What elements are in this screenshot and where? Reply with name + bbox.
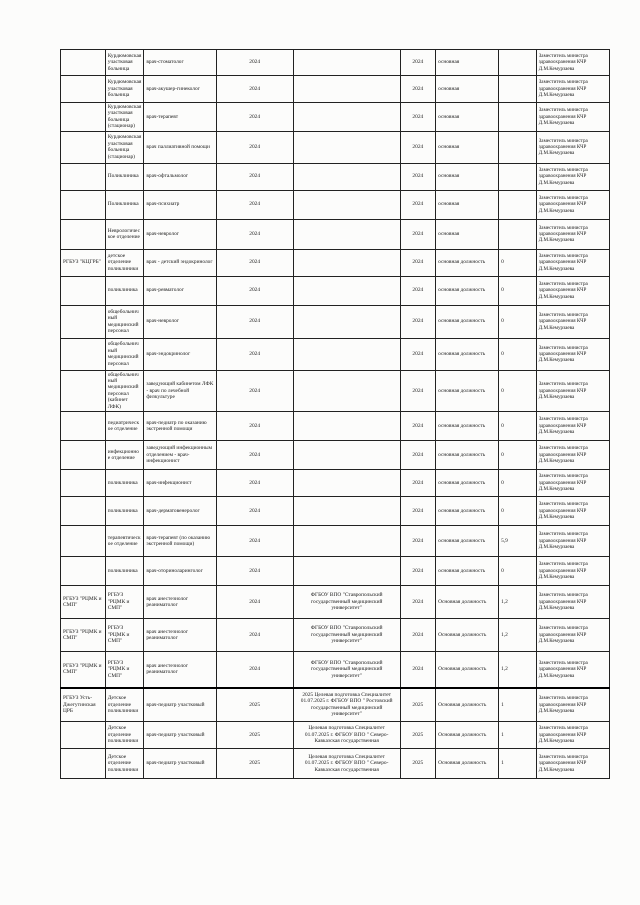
org-cell bbox=[61, 412, 106, 441]
position-type-cell: основная должность bbox=[436, 557, 499, 586]
specialty-cell: врач-ревматолог bbox=[144, 276, 216, 305]
subdivision-cell: инфекционное отделение bbox=[105, 441, 144, 470]
position-type-cell: Основная должность bbox=[436, 688, 499, 722]
year-end-cell: 2024 bbox=[400, 586, 436, 619]
org-cell bbox=[61, 441, 106, 470]
subdivision-cell: РГБУЗ "РЦМК и СМП" bbox=[105, 619, 144, 652]
table-row bbox=[61, 131, 610, 163]
subdivision-cell: детское отделение поликлиники bbox=[105, 249, 144, 276]
year-end-cell: 2024 bbox=[400, 76, 436, 103]
education-cell bbox=[293, 131, 400, 163]
position-type-cell: Основная должность bbox=[436, 722, 499, 749]
subdivision-cell: поликлиника bbox=[105, 470, 144, 497]
year-start-cell: 2024 bbox=[216, 50, 293, 76]
org-cell bbox=[61, 76, 106, 103]
rate-cell bbox=[499, 163, 537, 190]
education-cell: 2025 Целевая подготовка Специалитет 01.07.2025 г. ФГБОУ ВПО " Ростовский государственный медицинский университет" bbox=[293, 688, 400, 722]
rate-cell: 0 bbox=[499, 249, 537, 276]
year-start-cell: 2024 bbox=[216, 163, 293, 190]
year-end-cell: 2025 bbox=[400, 688, 436, 722]
year-start-cell: 2024 bbox=[216, 412, 293, 441]
education-cell bbox=[293, 557, 400, 586]
education-cell bbox=[293, 249, 400, 276]
rate-cell: 5,9 bbox=[499, 526, 537, 557]
org-cell bbox=[61, 305, 106, 338]
education-cell bbox=[293, 497, 400, 526]
position-type-cell: основная должность bbox=[436, 249, 499, 276]
position-type-cell: основная должность bbox=[436, 305, 499, 338]
year-end-cell: 2024 bbox=[400, 131, 436, 163]
org-cell: РГБУЗ "КЦГРБ" bbox=[61, 249, 106, 276]
approver-cell: Заместитель министра здравоохранения КЧР Д.М.Кемурзаева bbox=[536, 722, 609, 749]
table-row bbox=[61, 276, 610, 305]
specialty-cell: врач-педиатр участковый bbox=[144, 749, 216, 779]
year-end-cell: 2024 bbox=[400, 249, 436, 276]
subdivision-cell: поликлиника bbox=[105, 276, 144, 305]
position-type-cell: основная должность bbox=[436, 441, 499, 470]
year-end-cell: 2024 bbox=[400, 370, 436, 411]
specialty-cell: врач-педиатр участковый bbox=[144, 722, 216, 749]
subdivision-cell: Поликлиника bbox=[105, 190, 144, 219]
table-row bbox=[61, 50, 610, 76]
table-row bbox=[61, 163, 610, 190]
position-type-cell: Основная должность bbox=[436, 586, 499, 619]
rate-cell: 0 bbox=[499, 441, 537, 470]
rate-cell: 1,2 bbox=[499, 586, 537, 619]
rate-cell: 0 bbox=[499, 276, 537, 305]
year-end-cell: 2024 bbox=[400, 412, 436, 441]
table-row bbox=[61, 652, 610, 688]
education-cell bbox=[293, 412, 400, 441]
specialty-cell: врач-акушер-гинеколог bbox=[144, 76, 216, 103]
education-cell bbox=[293, 276, 400, 305]
year-end-cell: 2024 bbox=[400, 190, 436, 219]
table-row bbox=[61, 470, 610, 497]
approver-cell: Заместитель министра здравоохранения КЧР Д.М.Кемурзаева bbox=[536, 412, 609, 441]
approver-cell: Заместитель министра здравоохранения КЧР Д.М.Кемурзаева bbox=[536, 526, 609, 557]
approver-cell: Заместитель министра здравоохранения КЧР Д.М.Кемурзаева bbox=[536, 652, 609, 688]
position-type-cell: Основная должность bbox=[436, 652, 499, 688]
year-start-cell: 2024 bbox=[216, 219, 293, 249]
position-type-cell: основная должность bbox=[436, 412, 499, 441]
specialty-cell: врач-психиатр bbox=[144, 190, 216, 219]
approver-cell: Заместитель министра здравоохранения КЧР Д.М.Кемурзаева bbox=[536, 190, 609, 219]
table-row bbox=[61, 749, 610, 779]
education-cell: Целевая подготовка Специалитет 01.07.2025 г. ФГБОУ ВПО " Северо-Кавказская государственная bbox=[293, 749, 400, 779]
subdivision-cell: Детское отделение поликлиники bbox=[105, 749, 144, 779]
education-cell bbox=[293, 190, 400, 219]
org-cell bbox=[61, 526, 106, 557]
specialty-cell: врач анестезиолог реаниматолог bbox=[144, 652, 216, 688]
position-type-cell: основная bbox=[436, 50, 499, 76]
specialty-cell: врач-терапевт bbox=[144, 103, 216, 132]
education-cell bbox=[293, 305, 400, 338]
approver-cell: Заместитель министра здравоохранения КЧР Д.М.Кемурзаева bbox=[536, 470, 609, 497]
year-start-cell: 2024 bbox=[216, 276, 293, 305]
specialty-cell: врач-эндокринолог bbox=[144, 338, 216, 370]
table-row bbox=[61, 412, 610, 441]
table-row bbox=[61, 338, 610, 370]
rate-cell: 0 bbox=[499, 412, 537, 441]
specialty-cell: заведующий кабинетом ЛФК - врач по лечебной физкультуре bbox=[144, 370, 216, 411]
org-cell bbox=[61, 50, 106, 76]
approver-cell: Заместитель министра здравоохранения КЧР Д.М.Кемурзаева bbox=[536, 305, 609, 338]
year-start-cell: 2024 bbox=[216, 131, 293, 163]
subdivision-cell: педиатрическое отделение bbox=[105, 412, 144, 441]
education-cell bbox=[293, 163, 400, 190]
org-cell: РГБУЗ "РЦМК и СМП" bbox=[61, 652, 106, 688]
year-end-cell: 2024 bbox=[400, 338, 436, 370]
rate-cell bbox=[499, 50, 537, 76]
table-row bbox=[61, 497, 610, 526]
subdivision-cell: РГБУЗ "РЦМК и СМП" bbox=[105, 652, 144, 688]
approver-cell: Заместитель министра здравоохранения КЧР Д.М.Кемурзаева bbox=[536, 76, 609, 103]
org-cell bbox=[61, 370, 106, 411]
position-type-cell: основная bbox=[436, 219, 499, 249]
rate-cell: 1 bbox=[499, 722, 537, 749]
specialty-cell: врач анестезиолог реаниматолог bbox=[144, 586, 216, 619]
subdivision-cell: общебольничный медицинский персонал bbox=[105, 305, 144, 338]
year-start-cell: 2025 bbox=[216, 722, 293, 749]
specialty-cell: врач-стоматолог bbox=[144, 50, 216, 76]
rate-cell: 0 bbox=[499, 497, 537, 526]
year-start-cell: 2024 bbox=[216, 190, 293, 219]
specialty-cell: врач-педиатр по оказанию экстренной помощи bbox=[144, 412, 216, 441]
org-cell bbox=[61, 103, 106, 132]
approver-cell: Заместитель министра здравоохранения КЧР Д.М.Кемурзаева bbox=[536, 586, 609, 619]
approver-cell: Заместитель министра здравоохранения КЧР Д.М.Кемурзаева bbox=[536, 219, 609, 249]
vacancy-table bbox=[60, 49, 610, 779]
position-type-cell: основная bbox=[436, 76, 499, 103]
rate-cell bbox=[499, 103, 537, 132]
specialty-cell: врач-офтальмолог bbox=[144, 163, 216, 190]
org-cell: РГБУЗ "РЦМК и СМП" bbox=[61, 619, 106, 652]
position-type-cell: основная bbox=[436, 190, 499, 219]
position-type-cell: основная bbox=[436, 131, 499, 163]
position-type-cell: основная должность bbox=[436, 370, 499, 411]
subdivision-cell: Курдюмовская участковая больница (стационар) bbox=[105, 103, 144, 132]
position-type-cell: основная должность bbox=[436, 470, 499, 497]
year-start-cell: 2024 bbox=[216, 586, 293, 619]
org-cell bbox=[61, 749, 106, 779]
table-row bbox=[61, 370, 610, 411]
education-cell bbox=[293, 526, 400, 557]
org-cell: РГБУЗ Усть-Джегутинская ЦРБ bbox=[61, 688, 106, 722]
rate-cell bbox=[499, 76, 537, 103]
specialty-cell: врач-педиатр участковый bbox=[144, 688, 216, 722]
org-cell bbox=[61, 470, 106, 497]
approver-cell: Заместитель министра здравоохранения КЧР Д.М.Кемурзаева bbox=[536, 131, 609, 163]
org-cell bbox=[61, 131, 106, 163]
year-start-cell: 2024 bbox=[216, 103, 293, 132]
year-start-cell: 2024 bbox=[216, 526, 293, 557]
approver-cell: Заместитель министра здравоохранения КЧР Д.М.Кемурзаева bbox=[536, 338, 609, 370]
approver-cell: Заместитель министра здравоохранения КЧР Д.М.Кемурзаева bbox=[536, 688, 609, 722]
rate-cell: 1,2 bbox=[499, 619, 537, 652]
year-start-cell: 2024 bbox=[216, 370, 293, 411]
year-end-cell: 2024 bbox=[400, 619, 436, 652]
approver-cell: Заместитель министра здравоохранения КЧР Д.М.Кемурзаева bbox=[536, 276, 609, 305]
specialty-cell: заведующий инфекционным отделением - врач-инфекционист bbox=[144, 441, 216, 470]
education-cell: ФГБОУ ВПО "Ставропольский государственный медицинский университет" bbox=[293, 586, 400, 619]
year-end-cell: 2025 bbox=[400, 749, 436, 779]
subdivision-cell: Поликлиника bbox=[105, 163, 144, 190]
year-end-cell: 2025 bbox=[400, 722, 436, 749]
education-cell: ФГБОУ ВПО "Ставропольский государственный медицинский университет" bbox=[293, 652, 400, 688]
education-cell bbox=[293, 103, 400, 132]
subdivision-cell: общебольничный медицинский персонал bbox=[105, 338, 144, 370]
approver-cell: Заместитель министра здравоохранения КЧР Д.М.Кемурзаева bbox=[536, 557, 609, 586]
approver-cell: Заместитель министра здравоохранения КЧР Д.М.Кемурзаева bbox=[536, 441, 609, 470]
year-end-cell: 2024 bbox=[400, 50, 436, 76]
year-start-cell: 2024 bbox=[216, 441, 293, 470]
subdivision-cell: Курдюмовская участковая больница bbox=[105, 76, 144, 103]
approver-cell: Заместитель министра здравоохранения КЧР Д.М.Кемурзаева bbox=[536, 50, 609, 76]
specialty-cell: врач-инфекционист bbox=[144, 470, 216, 497]
table-row bbox=[61, 103, 610, 132]
rate-cell: 0 bbox=[499, 305, 537, 338]
position-type-cell: основная должность bbox=[436, 338, 499, 370]
year-start-cell: 2024 bbox=[216, 76, 293, 103]
table-row bbox=[61, 219, 610, 249]
specialty-cell: врач - детский эндокринолог bbox=[144, 249, 216, 276]
rate-cell bbox=[499, 131, 537, 163]
approver-cell: Заместитель министра здравоохранения КЧР Д.М.Кемурзаева bbox=[536, 163, 609, 190]
approver-cell: Заместитель министра здравоохранения КЧР Д.М.Кемурзаева bbox=[536, 749, 609, 779]
org-cell bbox=[61, 219, 106, 249]
year-start-cell: 2024 bbox=[216, 497, 293, 526]
position-type-cell: основная bbox=[436, 163, 499, 190]
year-start-cell: 2024 bbox=[216, 619, 293, 652]
subdivision-cell: поликлиника bbox=[105, 497, 144, 526]
year-start-cell: 2024 bbox=[216, 652, 293, 688]
table-row bbox=[61, 722, 610, 749]
specialty-cell: врач-оториноларинголог bbox=[144, 557, 216, 586]
year-end-cell: 2024 bbox=[400, 305, 436, 338]
rate-cell: 0 bbox=[499, 557, 537, 586]
year-end-cell: 2024 bbox=[400, 497, 436, 526]
table-row bbox=[61, 76, 610, 103]
table-row bbox=[61, 586, 610, 619]
year-start-cell: 2024 bbox=[216, 470, 293, 497]
subdivision-cell: Неврологическое отделение bbox=[105, 219, 144, 249]
org-cell bbox=[61, 497, 106, 526]
org-cell bbox=[61, 338, 106, 370]
table-row bbox=[61, 305, 610, 338]
education-cell bbox=[293, 338, 400, 370]
rate-cell: 0 bbox=[499, 470, 537, 497]
table-body bbox=[61, 50, 610, 779]
year-end-cell: 2024 bbox=[400, 557, 436, 586]
subdivision-cell: РГБУЗ "РЦМК и СМП" bbox=[105, 586, 144, 619]
subdivision-cell: Детское отделение поликлиники bbox=[105, 688, 144, 722]
table-row bbox=[61, 249, 610, 276]
rate-cell: 1 bbox=[499, 688, 537, 722]
org-cell bbox=[61, 276, 106, 305]
specialty-cell: врач-невролог bbox=[144, 305, 216, 338]
rate-cell: 0 bbox=[499, 338, 537, 370]
position-type-cell: основная должность bbox=[436, 526, 499, 557]
year-end-cell: 2024 bbox=[400, 276, 436, 305]
specialty-cell: врач анестезиолог реаниматолог bbox=[144, 619, 216, 652]
position-type-cell: основная должность bbox=[436, 497, 499, 526]
specialty-cell: врач-дерматовенеролог bbox=[144, 497, 216, 526]
table-row bbox=[61, 441, 610, 470]
subdivision-cell: общебольничный медицинский персонал (кабинет ЛФК) bbox=[105, 370, 144, 411]
subdivision-cell: поликлиника bbox=[105, 557, 144, 586]
year-end-cell: 2024 bbox=[400, 652, 436, 688]
subdivision-cell: терапевтическое отделение bbox=[105, 526, 144, 557]
table-row bbox=[61, 688, 610, 722]
education-cell bbox=[293, 219, 400, 249]
year-start-cell: 2024 bbox=[216, 305, 293, 338]
table-row bbox=[61, 190, 610, 219]
year-start-cell: 2025 bbox=[216, 688, 293, 722]
education-cell bbox=[293, 50, 400, 76]
year-end-cell: 2024 bbox=[400, 103, 436, 132]
org-cell bbox=[61, 190, 106, 219]
approver-cell: Заместитель министра здравоохранения КЧР Д.М.Кемурзаева bbox=[536, 370, 609, 411]
education-cell bbox=[293, 76, 400, 103]
table-row bbox=[61, 557, 610, 586]
year-end-cell: 2024 bbox=[400, 163, 436, 190]
education-cell bbox=[293, 441, 400, 470]
rate-cell: 0 bbox=[499, 370, 537, 411]
year-start-cell: 2024 bbox=[216, 338, 293, 370]
position-type-cell: Основная должность bbox=[436, 619, 499, 652]
subdivision-cell: Курдюмовская участковая больница (стационар) bbox=[105, 131, 144, 163]
approver-cell: Заместитель министра здравоохранения КЧР Д.М.Кемурзаева bbox=[536, 249, 609, 276]
year-end-cell: 2024 bbox=[400, 441, 436, 470]
position-type-cell: Основная должность bbox=[436, 749, 499, 779]
org-cell bbox=[61, 163, 106, 190]
education-cell bbox=[293, 370, 400, 411]
year-start-cell: 2025 bbox=[216, 749, 293, 779]
year-start-cell: 2024 bbox=[216, 249, 293, 276]
year-end-cell: 2024 bbox=[400, 470, 436, 497]
specialty-cell: врач-невролог bbox=[144, 219, 216, 249]
position-type-cell: основная должность bbox=[436, 276, 499, 305]
rate-cell: 1,2 bbox=[499, 652, 537, 688]
rate-cell bbox=[499, 219, 537, 249]
year-end-cell: 2024 bbox=[400, 526, 436, 557]
position-type-cell: основная bbox=[436, 103, 499, 132]
org-cell bbox=[61, 557, 106, 586]
approver-cell: Заместитель министра здравоохранения КЧР Д.М.Кемурзаева bbox=[536, 103, 609, 132]
rate-cell bbox=[499, 190, 537, 219]
subdivision-cell: Детское отделение поликлиники bbox=[105, 722, 144, 749]
education-cell: ФГБОУ ВПО "Ставропольский государственный медицинский университет" bbox=[293, 619, 400, 652]
org-cell: РГБУЗ "РЦМК и СМП" bbox=[61, 586, 106, 619]
approver-cell: Заместитель министра здравоохранения КЧР Д.М.Кемурзаева bbox=[536, 619, 609, 652]
rate-cell: 1 bbox=[499, 749, 537, 779]
year-end-cell: 2024 bbox=[400, 219, 436, 249]
specialty-cell: врач паллиативной помощи bbox=[144, 131, 216, 163]
subdivision-cell: Курдюмовская участковая больница bbox=[105, 50, 144, 76]
year-start-cell: 2024 bbox=[216, 557, 293, 586]
table-row bbox=[61, 619, 610, 652]
table-row bbox=[61, 526, 610, 557]
specialty-cell: врач-терапевт (по оказанию экстренной помощи) bbox=[144, 526, 216, 557]
education-cell bbox=[293, 470, 400, 497]
approver-cell: Заместитель министра здравоохранения КЧР Д.М.Кемурзаева bbox=[536, 497, 609, 526]
org-cell bbox=[61, 722, 106, 749]
education-cell: Целевая подготовка Специалитет 01.07.2025 г. ФГБОУ ВПО " Северо-Кавказская государственная bbox=[293, 722, 400, 749]
